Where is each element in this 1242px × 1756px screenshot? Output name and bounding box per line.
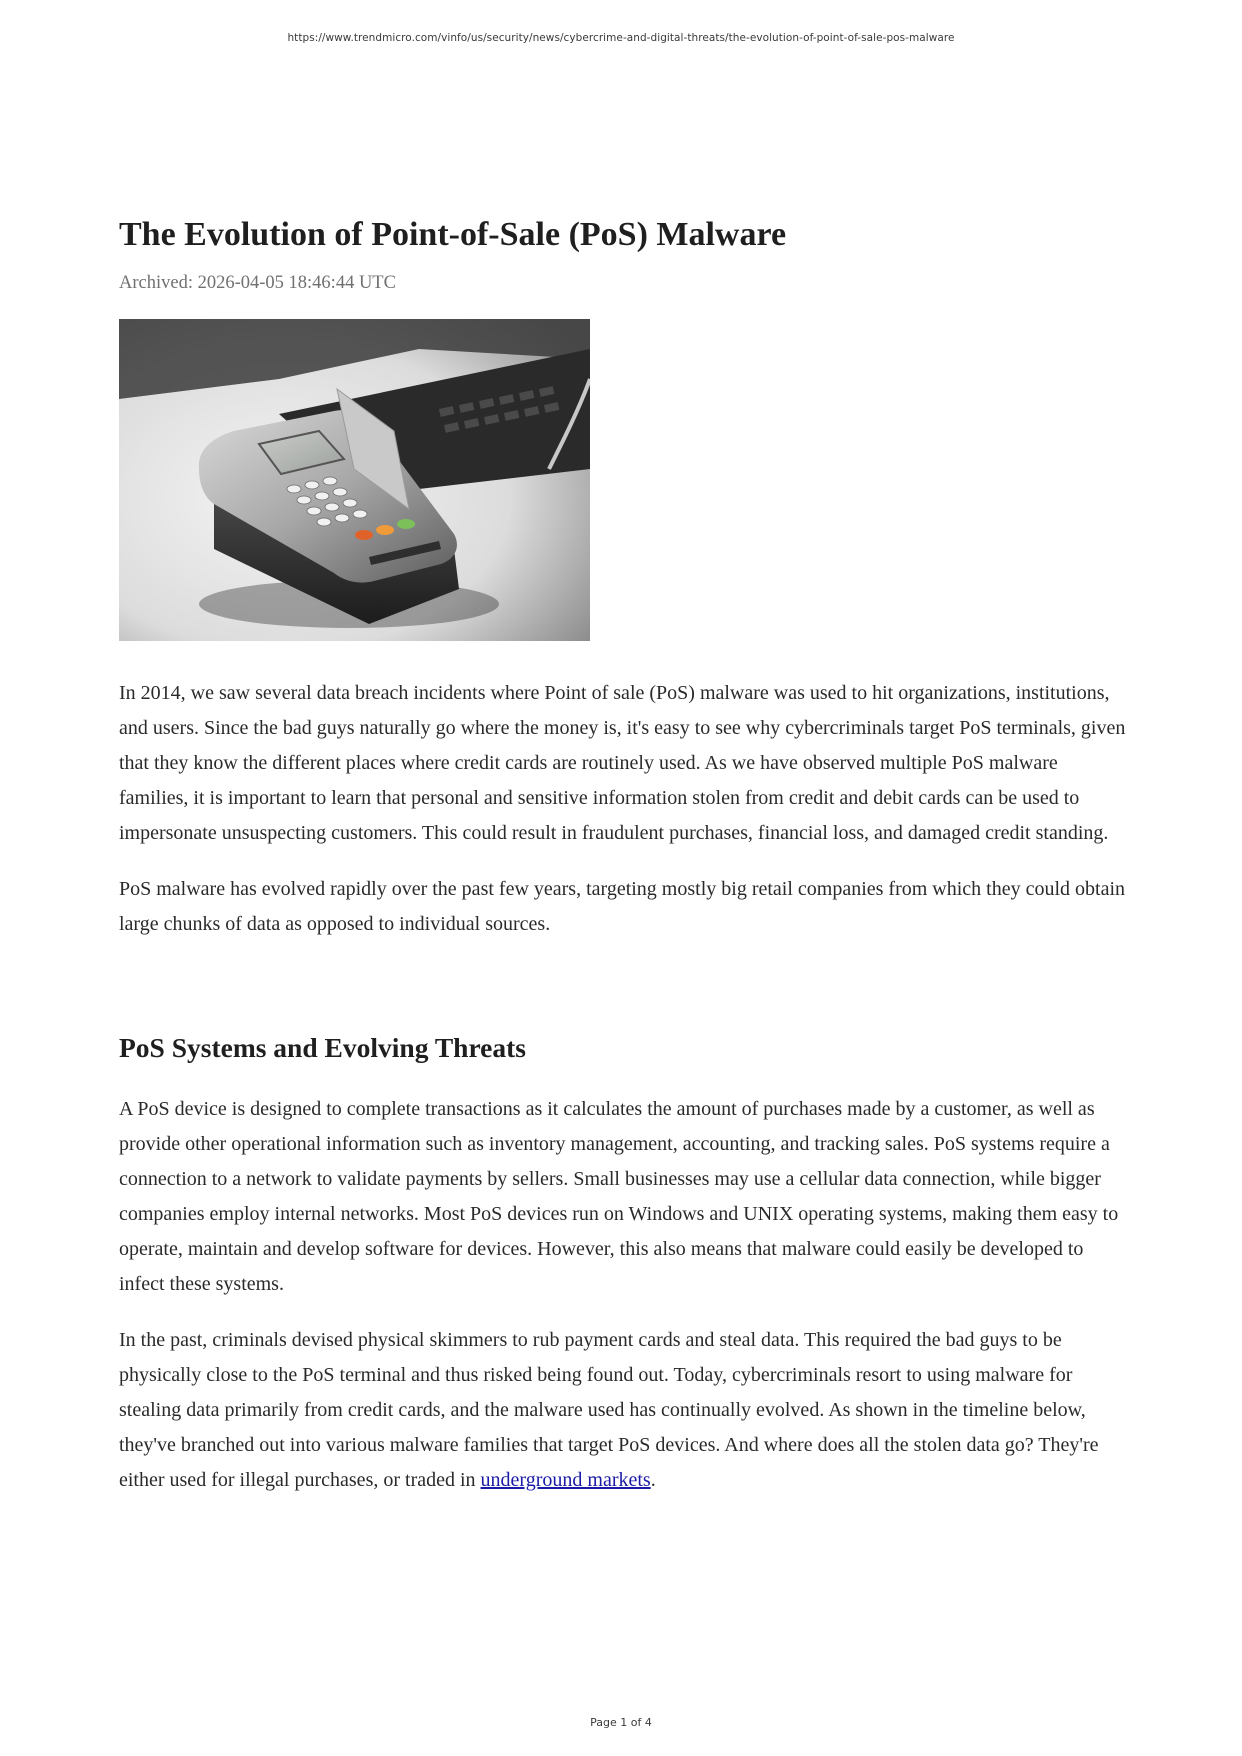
article-title: The Evolution of Point-of-Sale (PoS) Malware <box>119 216 787 253</box>
skimmer-paragraph-text: In the past, criminals devised physical skimmers to rub payment cards and steal data. This required the bad guys to be physically close to the PoS terminal and thus risked being found out. Today, cybercriminals resort to using malware for stealing data primarily from credit cards, and the malware used has continually evolved. As shown in the timeline below, they've branched out into various malware families that target PoS devices. And where does all the stolen data go? They're either used for illegal purchases, or traded in <box>119 1329 1099 1491</box>
skimmer-paragraph <box>119 1323 1129 1498</box>
pos-device-paragraph: A PoS device is designed to complete transactions as it calculates the amount of purchases made by a customer, as well as provide other operational information such as inventory management, accounting, and tracking sales. PoS systems require a connection to a network to validate payments by sellers. Small businesses may use a cellular data connection, while bigger companies employ internal networks. Most PoS devices run on Windows and UNIX operating systems, making them easy to operate, maintain and develop software for devices. However, this also means that malware could easily be developed to infect these systems. <box>119 1098 1119 1295</box>
evolution-paragraph: PoS malware has evolved rapidly over the past few years, targeting mostly big retail companies from which they could obtain large chunks of data as opposed to individual sources. <box>119 878 1126 935</box>
skimmer-paragraph-end: . <box>650 1469 656 1491</box>
archived-timestamp: Archived: 2026-04-05 18:46:44 UTC <box>119 273 396 293</box>
pos-terminal-image <box>119 319 590 641</box>
article <box>119 211 1129 1498</box>
intro-paragraph: In 2014, we saw several data breach incidents where Point of sale (PoS) malware was used to hit organizations, institutions, and users. Since the bad guys naturally go where the money is, it's easy to see why cybercriminals target PoS terminals, given that they know the different places where credit cards are routinely used. As we have observed multiple PoS malware families, it is important to learn that personal and sensitive information stolen from credit and debit cards can be used to impersonate unsuspecting customers. This could result in fraudulent purchases, financial loss, and damaged credit standing. <box>119 682 1126 844</box>
page-number: Page 1 of 4 <box>590 1716 652 1729</box>
section-heading: PoS Systems and Evolving Threats <box>119 1032 526 1063</box>
underground-markets-link[interactable]: underground markets <box>480 1469 651 1491</box>
page-url-header: https://www.trendmicro.com/vinfo/us/security/news/cybercrime-and-digital-threats/the-evolution-of-point-of-sale-pos-malware <box>287 32 955 44</box>
